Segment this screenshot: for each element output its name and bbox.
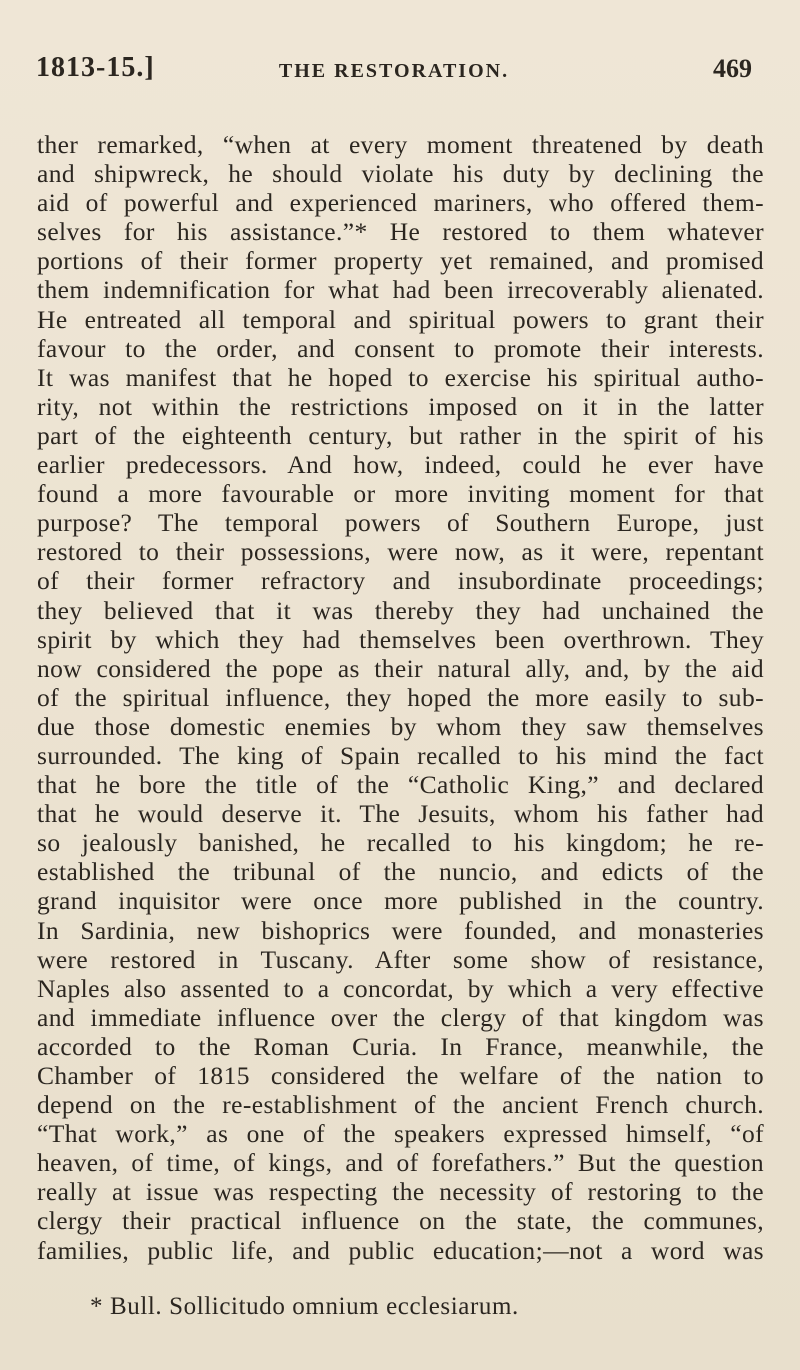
text-line: and shipwreck, he should violate his duty by declining the	[37, 159, 764, 189]
text-line: accorded to the Roman Curia. In France, meanwhile, the	[37, 1031, 764, 1061]
text-line: Chamber of 1815 considered the welfare of the nation to	[37, 1061, 764, 1090]
text-line: and immediate influence over the clergy of that kingdom was	[37, 1002, 764, 1032]
text-line: purpose? The temporal powers of Southern Europe, just	[37, 508, 764, 538]
text-line: were restored in Tuscany. After some show of resistance,	[37, 944, 764, 974]
footnote: * Bull. Sollicitudo omnium ecclesiarum.	[90, 1293, 519, 1320]
running-head-date-range: 1813-15.]	[36, 52, 155, 83]
text-line: that he would deserve it. The Jesuits, whom his father had	[37, 799, 764, 829]
text-line: portions of their former property yet remained, and promised	[37, 246, 764, 276]
text-line: selves for his assistance.”* He restored to them whatever	[37, 217, 764, 247]
text-line: due those domestic enemies by whom they saw themselves	[37, 711, 764, 741]
text-line: they believed that it was thereby they had unchained the	[37, 595, 764, 625]
text-line: earlier predecessors. And how, indeed, could he ever have	[37, 450, 764, 480]
text-line: found a more favourable or more inviting moment for that	[37, 479, 764, 509]
text-line: Naples also assented to a concordat, by which a very effective	[37, 973, 764, 1003]
text-line: spirit by which they had themselves been overthrown. They	[37, 624, 764, 654]
text-line: In Sardinia, new bishoprics were founded, and monasteries	[37, 915, 764, 945]
page-number: 469	[713, 54, 752, 83]
running-head-title: THE RESTORATION.	[278, 60, 510, 82]
text-line: of their former refractory and insubordinate proceedings;	[37, 566, 764, 596]
body-text	[37, 130, 764, 1265]
text-line: rity, not within the restrictions imposed on it in the latter	[37, 391, 764, 421]
text-line: families, public life, and public education;—not a word was	[37, 1235, 764, 1265]
text-line: of the spiritual influence, they hoped the more easily to sub-	[37, 682, 764, 712]
text-line: ther remarked, “when at every moment threatened by death	[37, 130, 764, 159]
text-line: “That work,” as one of the speakers expressed himself, “of	[37, 1119, 764, 1149]
text-line: established the tribunal of the nuncio, and edicts of the	[37, 857, 764, 887]
text-line: grand inquisitor were once more published in the country.	[37, 886, 764, 916]
text-line: so jealously banished, he recalled to his kingdom; he re-	[37, 828, 764, 858]
text-line: aid of powerful and experienced mariners, who offered them-	[37, 188, 764, 218]
running-head	[36, 52, 752, 92]
text-line: heaven, of time, of kings, and of forefathers.” But the question	[37, 1148, 764, 1178]
text-line: part of the eighteenth century, but rather in the spirit of his	[37, 420, 764, 450]
text-line: depend on the re-establishment of the ancient French church.	[37, 1090, 764, 1120]
text-line: them indemnification for what had been irrecoverably alienated.	[37, 275, 764, 305]
text-line: that he bore the title of the “Catholic King,” and declared	[37, 770, 764, 800]
text-line: really at issue was respecting the necessity of restoring to the	[37, 1177, 764, 1207]
text-line: surrounded. The king of Spain recalled to his mind the fact	[37, 740, 764, 770]
text-line: restored to their possessions, were now, as it were, repentant	[37, 537, 764, 567]
text-line: now considered the pope as their natural ally, and, by the aid	[37, 653, 764, 683]
text-line: He entreated all temporal and spiritual powers to grant their	[37, 304, 764, 334]
text-line: It was manifest that he hoped to exercise his spiritual autho-	[37, 362, 764, 392]
text-line: clergy their practical influence on the state, the communes,	[37, 1206, 764, 1236]
text-line: favour to the order, and consent to promote their interests.	[37, 333, 764, 363]
